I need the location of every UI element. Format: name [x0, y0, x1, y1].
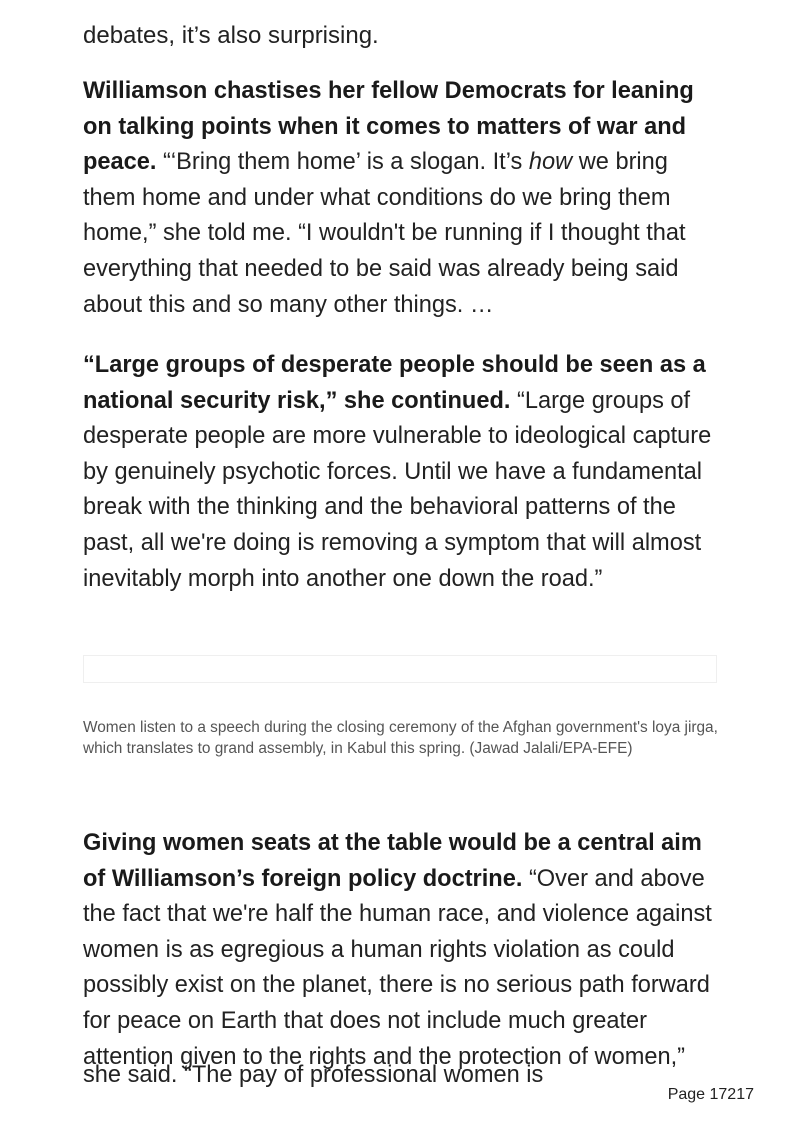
- page-number: Page 17217: [667, 1086, 754, 1103]
- top-fragment-text: debates, it’s also surprising.: [83, 22, 379, 49]
- paragraph-body: “Over and above the fact that we're half the human race, and violence against women is as egregious a human rights violation as could possibly exist on the planet, there is no serious path forward for peace on Earth that does not include much greater attention given to the rights and the protection of women,”: [83, 865, 712, 1070]
- paragraph-lead: “Large groups of desperate people should be seen as a national security risk,” she continued.: [83, 352, 706, 414]
- paragraph-body: “‘Bring them home’ is a slogan. It’s: [156, 149, 529, 176]
- paragraph-talking-points: [83, 74, 723, 323]
- photo-caption: Women listen to a speech during the closing ceremony of the Afghan government's loya jirga, which translates to grand assembly, in Kabul this spring. (Jawad Jalali/EPA-EFE): [83, 719, 718, 757]
- paragraph-body: “Large groups of desperate people are more vulnerable to ideological capture by genuinely psychotic forces. Until we have a fundamental break with the thinking and the behavioral patterns of the past, all we're doing is removing a symptom that will almost inevitably morph into another one down the road.”: [83, 387, 712, 592]
- top-cutoff-line: [83, 0, 723, 49]
- paragraph-women-seats: [83, 826, 723, 1070]
- bottom-cutoff-line: [83, 1062, 723, 1092]
- paragraph-lead: Giving women seats at the table would be a central aim of Williamson’s foreign policy doctrine.: [83, 830, 702, 892]
- paragraph-security-risk: [83, 348, 723, 597]
- bottom-fragment-text: she said. “The pay of professional women is: [83, 1062, 544, 1088]
- paragraph-lead: Williamson chastises her fellow Democrats for leaning on talking points when it comes to matters of war and peace.: [83, 78, 694, 176]
- paragraph-emphasis: how: [528, 149, 573, 176]
- photo-placeholder: [83, 655, 717, 683]
- paragraph-body: we bring them home and under what conditions do we bring them home,” she told me. “I wouldn't be running if I thought that everything that needed to be said was already being said about this and so many other things. …: [83, 149, 686, 318]
